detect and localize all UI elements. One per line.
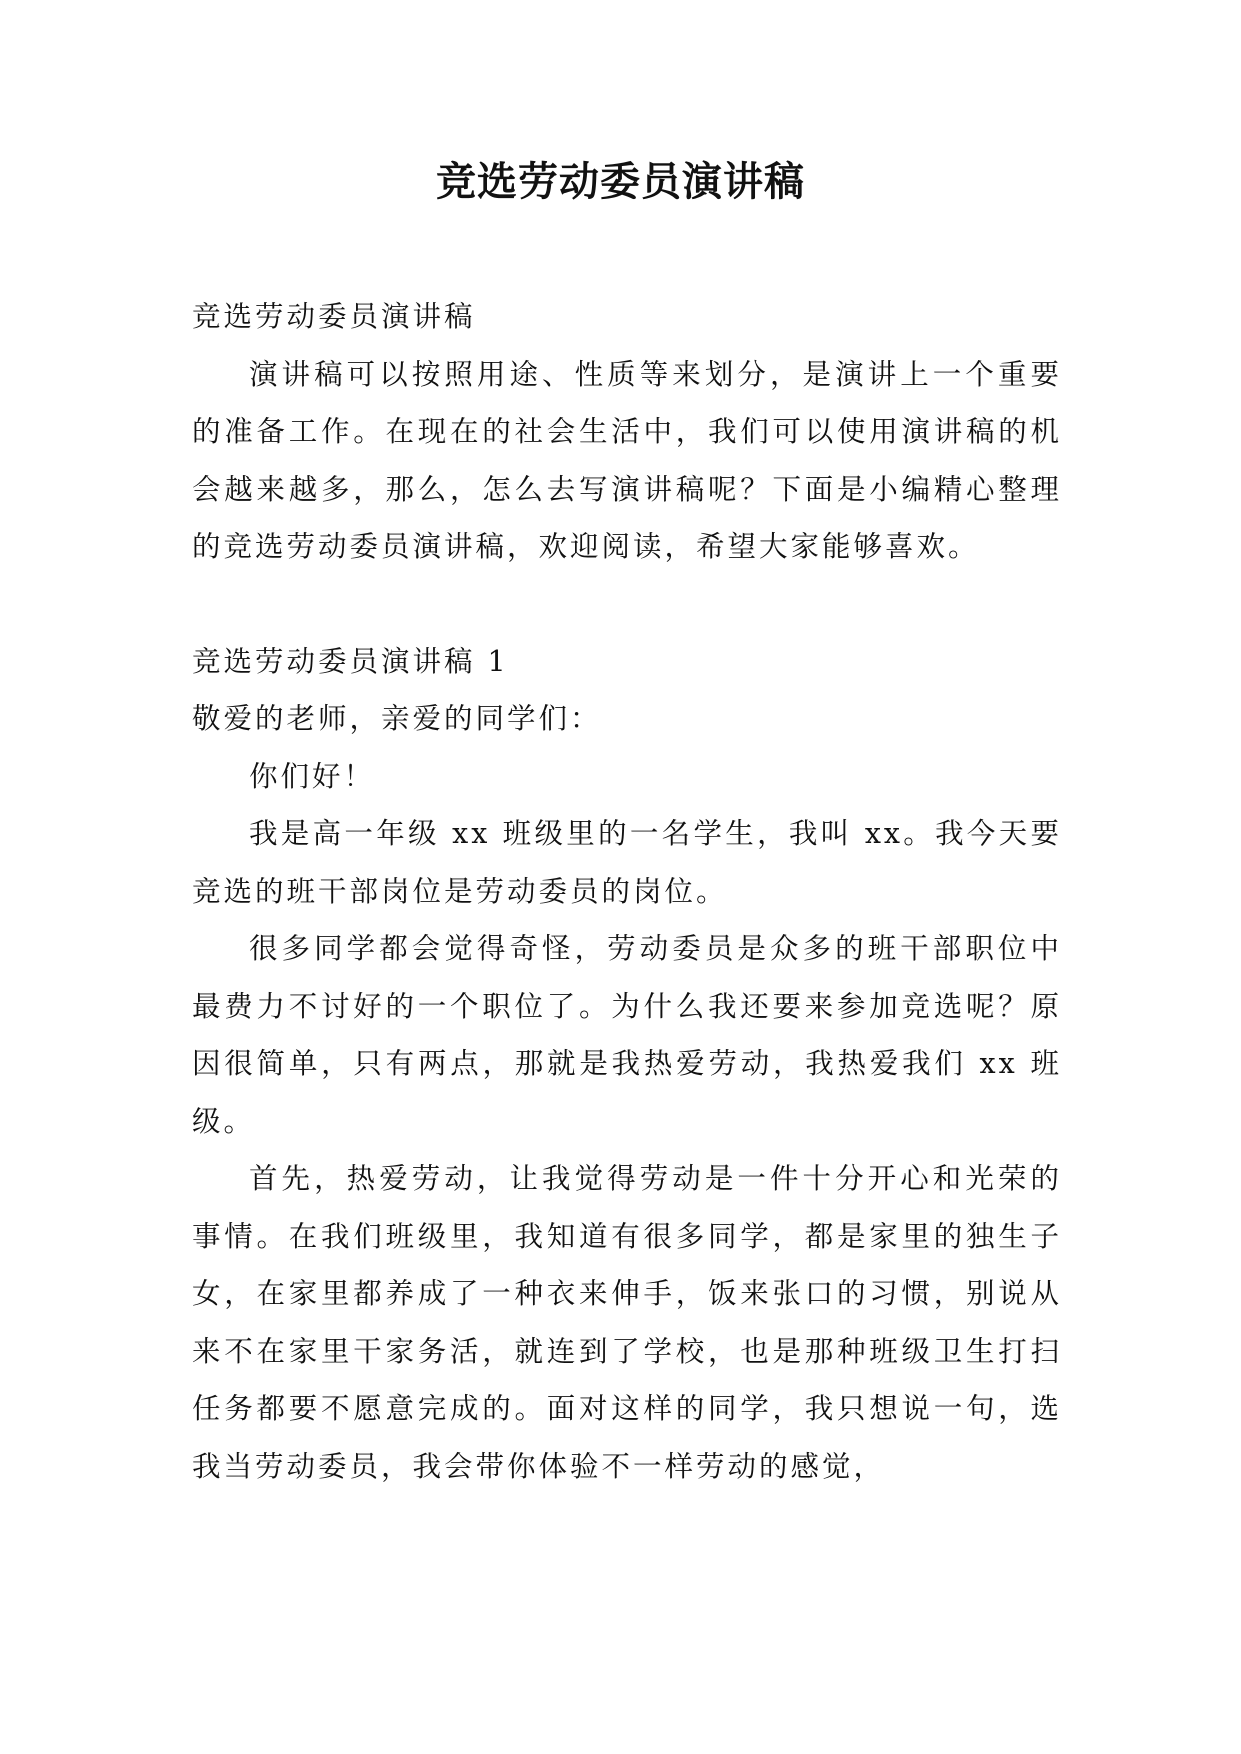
salutation: 敬爱的老师，亲爱的同学们：: [192, 702, 602, 735]
section-spacer: [192, 576, 1062, 633]
body-paragraph: 很多同学都会觉得奇怪，劳动委员是众多的班干部职位中最费力不讨好的一个职位了。为什么我还要来参加竞选呢？原因很简单，只有两点，那就是我热爱劳动，我热爱我们 xx 班级。: [192, 932, 1062, 1138]
document-title: 竞选劳动委员演讲稿: [436, 158, 805, 205]
body-paragraph: 我是高一年级 xx 班级里的一名学生，我叫 xx。我今天要竞选的班干部岗位是劳动委员的岗位。: [192, 817, 1062, 908]
intro-paragraph: 演讲稿可以按照用途、性质等来划分，是演讲上一个重要的准备工作。在现在的社会生活中，我们可以使用演讲稿的机会越来越多，那么，怎么去写演讲稿呢？下面是小编精心整理的竞选劳动委员演讲稿，欢迎阅读，希望大家能够喜欢。: [192, 357, 1062, 563]
document-body: [192, 288, 1062, 1495]
section-heading: 竞选劳动委员演讲稿 1: [192, 644, 509, 678]
body-paragraph: 首先，热爱劳动，让我觉得劳动是一件十分开心和光荣的事情。在我们班级里，我知道有很多同学，都是家里的独生子女，在家里都养成了一种衣来伸手，饭来张口的习惯，别说从来不在家里干家务活，就连到了学校，也是那种班级卫生打扫任务都要不愿意完成的。面对这样的同学，我只想说一句，选我当劳动委员，我会带你体验不一样劳动的感觉，: [192, 1162, 1062, 1483]
document-subtitle: 竞选劳动委员演讲稿: [192, 300, 476, 333]
greeting: 你们好！: [249, 759, 376, 793]
